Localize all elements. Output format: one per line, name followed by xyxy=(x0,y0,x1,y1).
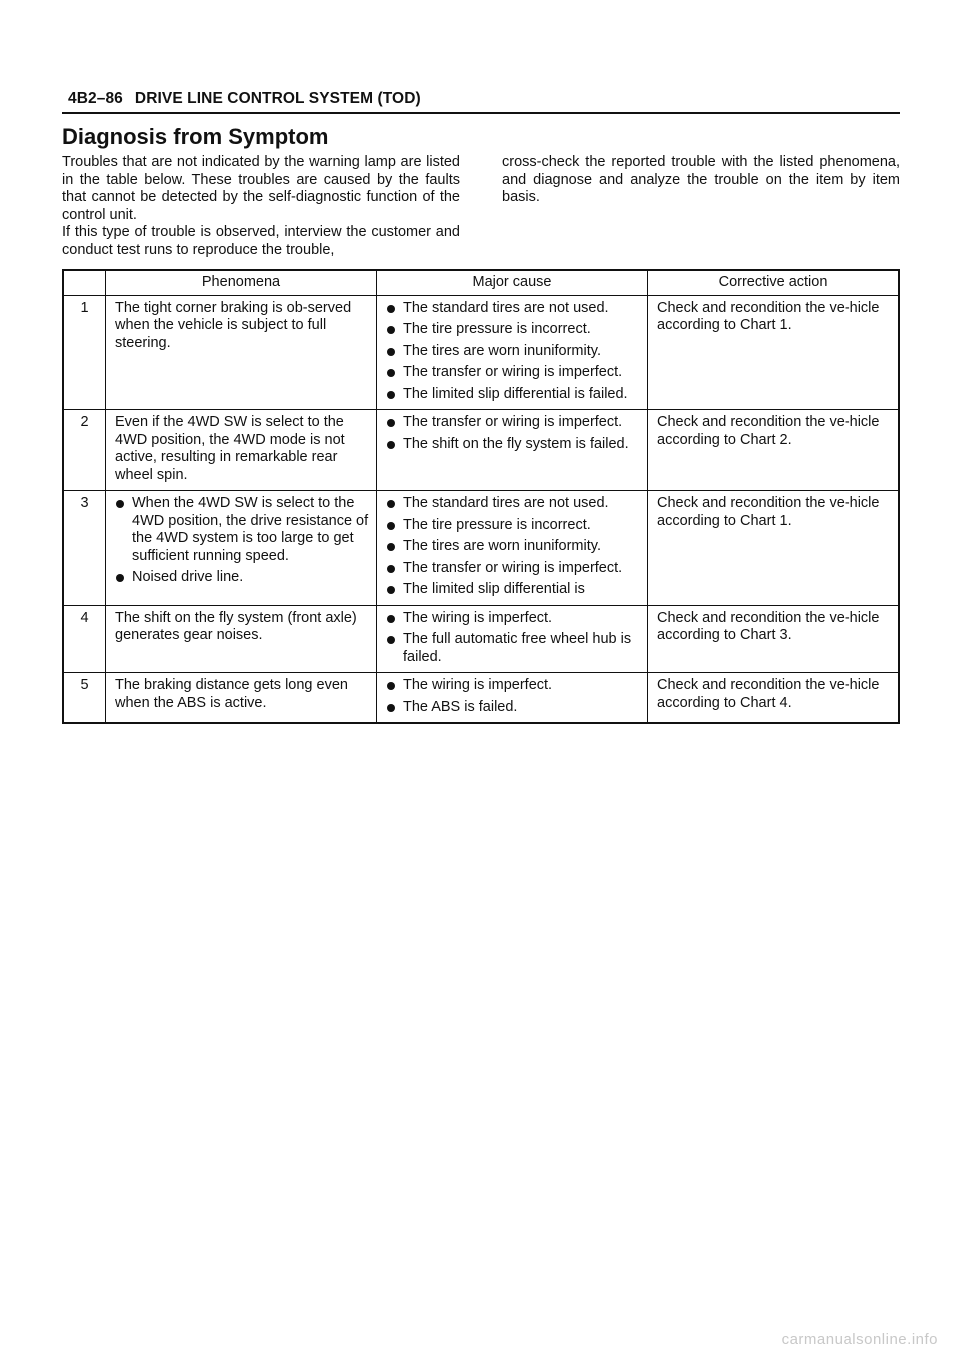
phenomena-cell: Even if the 4WD SW is select to the 4WD position, the 4WD mode is not active, resulting in remarkable rear wheel spin. xyxy=(106,410,377,491)
cause-item: The wiring is imperfect. xyxy=(386,677,641,695)
major-cause-cell xyxy=(377,673,648,724)
cause-list xyxy=(386,300,641,404)
phenomena-cell: The tight corner braking is ob-served when the vehicle is subject to full steering. xyxy=(106,295,377,410)
cause-item: The tire pressure is incorrect. xyxy=(386,517,641,535)
cause-item: The transfer or wiring is imperfect. xyxy=(386,364,641,382)
corrective-action-cell: Check and recondition the ve-hicle according to Chart 2. xyxy=(648,410,900,491)
intro-left-column xyxy=(62,154,460,259)
phenomena-cell xyxy=(106,491,377,606)
cause-item: The limited slip differential is failed. xyxy=(386,386,641,404)
page-header xyxy=(62,90,900,114)
intro-right-column xyxy=(502,154,900,259)
row-number: 1 xyxy=(63,295,106,410)
table-row xyxy=(63,605,899,673)
table-row xyxy=(63,295,899,410)
major-cause-cell xyxy=(377,605,648,673)
cause-item: The transfer or wiring is imperfect. xyxy=(386,560,641,578)
header-corrective-action: Corrective action xyxy=(648,270,900,295)
page-title: Diagnosis from Symptom xyxy=(62,124,329,149)
cause-item: The shift on the fly system is failed. xyxy=(386,436,641,454)
cause-list xyxy=(386,414,641,453)
table-header-row xyxy=(63,270,899,295)
intro-paragraph-3: cross-check the reported trouble with the listed phenomena, and diagnose and analyze the trouble on the item by item basis. xyxy=(502,154,900,205)
header-number xyxy=(63,270,106,295)
corrective-action-cell: Check and recondition the ve-hicle according to Chart 3. xyxy=(648,605,900,673)
header-major-cause: Major cause xyxy=(377,270,648,295)
phenomena-item: When the 4WD SW is select to the 4WD position, the drive resistance of the 4WD system is too large to get sufficient running speed. xyxy=(115,495,370,565)
intro-paragraph-2: If this type of trouble is observed, interview the customer and conduct test runs to reproduce the trouble, xyxy=(62,224,460,258)
major-cause-cell xyxy=(377,410,648,491)
cause-item: The standard tires are not used. xyxy=(386,495,641,513)
cause-item: The limited slip differential is xyxy=(386,581,641,599)
cause-item: The tire pressure is incorrect. xyxy=(386,321,641,339)
row-number: 5 xyxy=(63,673,106,724)
phenomena-cell: The shift on the fly system (front axle) generates gear noises. xyxy=(106,605,377,673)
diagnosis-table xyxy=(62,269,900,724)
cause-item: The tires are worn inuniformity. xyxy=(386,343,641,361)
cause-list xyxy=(386,677,641,716)
header-phenomena: Phenomena xyxy=(106,270,377,295)
cause-item: The full automatic free wheel hub is failed. xyxy=(386,631,641,666)
phenomena-list xyxy=(115,495,370,587)
phenomena-cell: The braking distance gets long even when the ABS is active. xyxy=(106,673,377,724)
cause-list xyxy=(386,610,641,667)
corrective-action-cell: Check and recondition the ve-hicle according to Chart 1. xyxy=(648,491,900,606)
watermark: carmanualsonline.info xyxy=(781,1331,938,1348)
phenomena-item: Noised drive line. xyxy=(115,569,370,587)
cause-item: The wiring is imperfect. xyxy=(386,610,641,628)
corrective-action-cell: Check and recondition the ve-hicle according to Chart 1. xyxy=(648,295,900,410)
section-title: DRIVE LINE CONTROL SYSTEM (TOD) xyxy=(134,90,421,107)
intro-paragraph-1: Troubles that are not indicated by the warning lamp are listed in the table below. These troubles are caused by the faults that cannot be detected by the self-diagnostic function of the control unit. xyxy=(62,154,460,223)
cause-item: The tires are worn inuniformity. xyxy=(386,538,641,556)
page-number: 4B2–86 xyxy=(68,90,123,107)
row-number: 2 xyxy=(63,410,106,491)
table-row xyxy=(63,410,899,491)
intro-text xyxy=(62,154,900,259)
row-number: 4 xyxy=(63,605,106,673)
cause-list xyxy=(386,495,641,599)
major-cause-cell xyxy=(377,491,648,606)
row-number: 3 xyxy=(63,491,106,606)
major-cause-cell xyxy=(377,295,648,410)
cause-item: The ABS is failed. xyxy=(386,699,641,717)
cause-item: The transfer or wiring is imperfect. xyxy=(386,414,641,432)
corrective-action-cell: Check and recondition the ve-hicle according to Chart 4. xyxy=(648,673,900,724)
table-row xyxy=(63,673,899,724)
cause-item: The standard tires are not used. xyxy=(386,300,641,318)
table-row xyxy=(63,491,899,606)
